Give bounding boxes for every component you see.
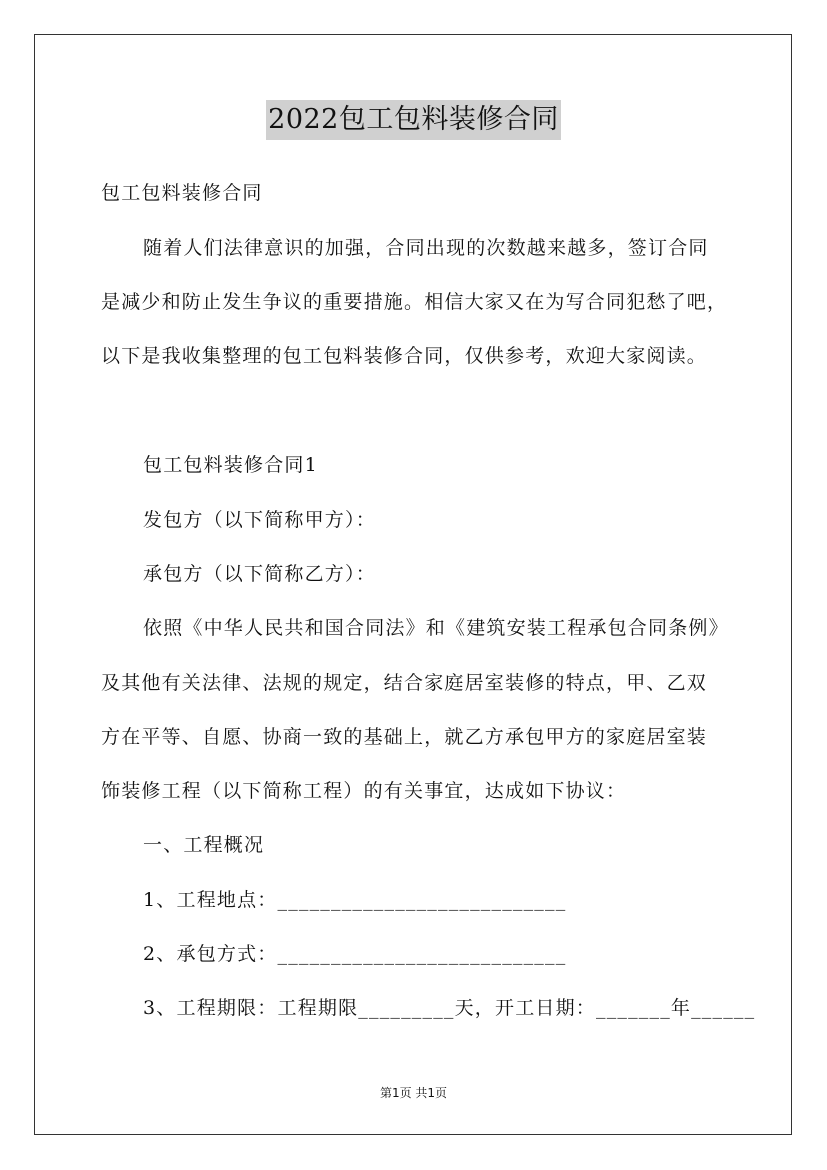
item-project-duration: 3、工程期限：工程期限_________天，开工日期：_______年______ <box>143 997 756 1019</box>
item-contract-method: 2、承包方式：___________________________ <box>143 943 567 965</box>
title-container <box>0 100 827 140</box>
basis-line-1: 依照《中华人民共和国合同法》和《建筑安装工程承包合同条例》 <box>143 617 729 639</box>
party-b-line: 承包方（以下简称乙方）： <box>143 563 376 585</box>
intro-line-1: 随着人们法律意识的加强，合同出现的次数越来越多，签订合同 <box>143 237 709 259</box>
item-project-location: 1、工程地点：___________________________ <box>143 889 567 911</box>
basis-line-4: 饰装修工程（以下简称工程）的有关事宜，达成如下协议： <box>101 780 627 802</box>
party-a-line: 发包方（以下简称甲方）： <box>143 509 376 531</box>
intro-line-3: 以下是我收集整理的包工包料装修合同，仅供参考，欢迎大家阅读。 <box>101 345 708 367</box>
basis-line-3: 方在平等、自愿、协商一致的基础上，就乙方承包甲方的家庭居室装 <box>101 726 708 748</box>
basis-line-2: 及其他有关法律、法规的规定，结合家庭居室装修的特点，甲、乙双 <box>101 672 708 694</box>
section-heading-1: 一、工程概况 <box>143 834 265 856</box>
document-title: 2022包工包料装修合同 <box>266 100 561 140</box>
page-number-footer: 第1页 共1页 <box>379 1086 448 1100</box>
intro-line-2: 是减少和防止发生争议的重要措施。相信大家又在为写合同犯愁了吧， <box>101 291 728 313</box>
contract-heading: 包工包料装修合同1 <box>143 454 318 476</box>
subtitle: 包工包料装修合同 <box>101 182 263 204</box>
